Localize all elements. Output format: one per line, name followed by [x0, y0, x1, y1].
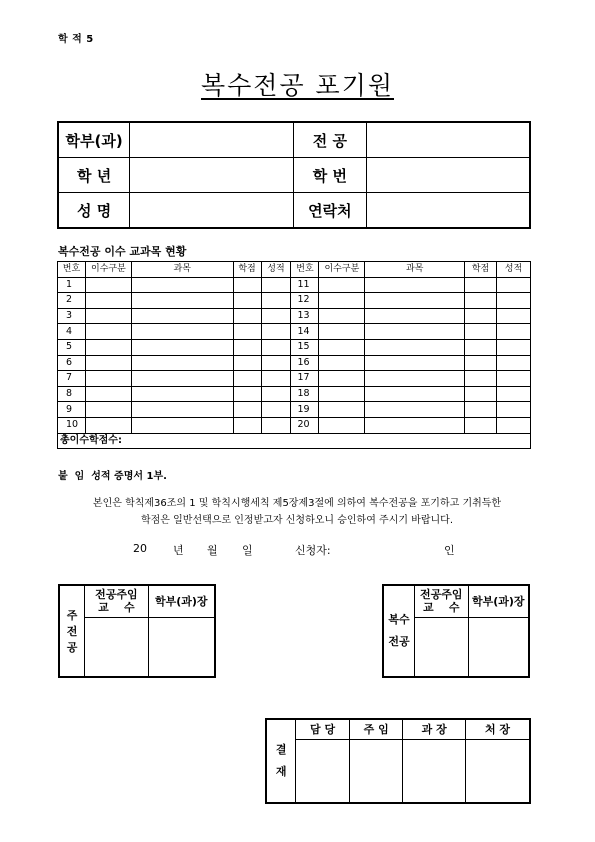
course-credit-cell[interactable]: [233, 339, 261, 355]
course-header-row: [58, 262, 531, 278]
course-grade-cell[interactable]: [496, 355, 530, 371]
course-credit-cell[interactable]: [465, 417, 497, 433]
course-number-right: 20: [291, 417, 319, 433]
course-row: [58, 355, 531, 371]
approval-header-staff: 담 당: [296, 719, 350, 739]
course-type-cell[interactable]: [319, 293, 365, 309]
date-year: 년: [173, 544, 184, 557]
course-row: [58, 386, 531, 402]
course-table: [57, 261, 531, 449]
course-number-left: 10: [58, 417, 86, 433]
course-credit-cell[interactable]: [465, 308, 497, 324]
header-course: 과목: [365, 262, 465, 278]
statement-line-1: 본인은 학칙제36조의 1 및 학칙시행세칙 제5장제3절에 의하여 복수전공을 포기하고 기취득한: [92, 498, 502, 509]
course-name-cell[interactable]: [131, 417, 233, 433]
advisor-header: [414, 585, 468, 617]
course-type-cell[interactable]: [85, 355, 131, 371]
course-type-cell[interactable]: [85, 277, 131, 293]
double-major-label: [383, 585, 414, 677]
course-grade-cell[interactable]: [496, 308, 530, 324]
course-number-left: 8: [58, 386, 86, 402]
info-row-1: [58, 122, 530, 158]
course-grade-cell[interactable]: [496, 386, 530, 402]
course-grade-cell[interactable]: [261, 386, 291, 402]
course-number-left: 7: [58, 371, 86, 387]
course-credit-cell[interactable]: [465, 371, 497, 387]
approval-cell-staff[interactable]: [296, 739, 350, 803]
course-number-left: 9: [58, 402, 86, 418]
course-credit-cell[interactable]: [465, 277, 497, 293]
course-grade-cell[interactable]: [496, 277, 530, 293]
course-row: [58, 293, 531, 309]
advisor-sign-cell[interactable]: [85, 617, 148, 677]
course-number-left: 3: [58, 308, 86, 324]
contact-field[interactable]: [367, 193, 530, 229]
course-grade-cell[interactable]: [261, 417, 291, 433]
course-name-cell[interactable]: [131, 324, 233, 340]
student-info-table: [57, 121, 531, 229]
course-credit-cell[interactable]: [233, 277, 261, 293]
approval-cell-section[interactable]: [403, 739, 466, 803]
course-row: [58, 308, 531, 324]
form-id: 학 적 5: [58, 34, 94, 45]
course-number-right: 16: [291, 355, 319, 371]
course-type-cell[interactable]: [319, 339, 365, 355]
student-no-field[interactable]: [367, 158, 530, 193]
course-credit-cell[interactable]: [233, 386, 261, 402]
course-row: [58, 417, 531, 433]
year-label: 학 년: [58, 158, 130, 193]
title-text: 복수전공 포기원: [201, 71, 394, 100]
course-name-cell[interactable]: [365, 308, 465, 324]
course-row: [58, 324, 531, 340]
header-number: 번호: [58, 262, 86, 278]
course-row: [58, 402, 531, 418]
dept-head-header: 학부(과)장: [148, 585, 215, 617]
course-type-cell[interactable]: [319, 355, 365, 371]
approval-cell-chief[interactable]: [349, 739, 403, 803]
course-number-right: 12: [291, 293, 319, 309]
course-name-cell[interactable]: [365, 386, 465, 402]
course-number-left: 6: [58, 355, 86, 371]
course-name-cell[interactable]: [131, 339, 233, 355]
course-name-cell[interactable]: [131, 293, 233, 309]
course-credit-cell[interactable]: [233, 371, 261, 387]
header-credit: 학점: [465, 262, 497, 278]
course-type-cell[interactable]: [85, 293, 131, 309]
department-field[interactable]: [130, 122, 293, 158]
course-number-left: 2: [58, 293, 86, 309]
course-type-cell[interactable]: [85, 308, 131, 324]
course-type-cell[interactable]: [319, 371, 365, 387]
date-day: 일: [242, 544, 253, 557]
course-grade-cell[interactable]: [261, 371, 291, 387]
dept-head-header: 학부(과)장: [468, 585, 529, 617]
primary-major-sign-box: [58, 584, 216, 678]
course-credit-cell[interactable]: [465, 402, 497, 418]
course-grade-cell[interactable]: [496, 293, 530, 309]
course-name-cell[interactable]: [131, 355, 233, 371]
student-no-label: 학 번: [293, 158, 367, 193]
course-name-cell[interactable]: [131, 402, 233, 418]
course-type-cell[interactable]: [319, 417, 365, 433]
course-credit-cell[interactable]: [233, 402, 261, 418]
primary-major-label-2: 전: [66, 625, 78, 638]
double-major-sign-box: [382, 584, 530, 678]
course-section-title: 복수전공 이수 교과목 현황: [58, 245, 187, 258]
approval-box: [265, 718, 531, 804]
course-credit-cell[interactable]: [233, 417, 261, 433]
course-grade-cell[interactable]: [496, 324, 530, 340]
header-grade: 성적: [496, 262, 530, 278]
course-type-cell[interactable]: [85, 386, 131, 402]
dept-head-sign-cell[interactable]: [468, 617, 529, 677]
applicant-label: 신청자:: [295, 544, 331, 557]
course-name-cell[interactable]: [131, 277, 233, 293]
course-grade-cell[interactable]: [496, 402, 530, 418]
course-name-cell[interactable]: [365, 339, 465, 355]
total-credits-label: 총이수학점수:: [58, 433, 531, 449]
date-month: 월: [207, 544, 218, 557]
attachment-note: 붙 임 성적 증명서 1부.: [58, 471, 167, 482]
primary-major-label-1: 주: [66, 609, 78, 622]
header-type: 이수구분: [85, 262, 131, 278]
course-grade-cell[interactable]: [261, 324, 291, 340]
course-row: [58, 277, 531, 293]
advisor-header-line1: 전공주임: [95, 588, 138, 602]
course-credit-cell[interactable]: [233, 324, 261, 340]
course-name-cell[interactable]: [365, 355, 465, 371]
course-number-right: 19: [291, 402, 319, 418]
statement-line-2: 학점은 일반선택으로 인정받고자 신청하오니 승인하여 주시기 바랍니다.: [140, 515, 454, 526]
course-number-right: 17: [291, 371, 319, 387]
name-label: 성 명: [58, 193, 130, 229]
course-credit-cell[interactable]: [465, 355, 497, 371]
course-grade-cell[interactable]: [261, 308, 291, 324]
course-number-left: 5: [58, 339, 86, 355]
page-title: [0, 66, 595, 102]
primary-major-label-3: 공: [66, 641, 78, 654]
date-year-prefix: 20: [133, 542, 147, 555]
approval-cell-director[interactable]: [465, 739, 530, 803]
double-major-label-1: 복수: [388, 613, 410, 626]
course-type-cell[interactable]: [85, 324, 131, 340]
advisor-header-line2: 교 수: [422, 601, 460, 615]
course-name-cell[interactable]: [131, 371, 233, 387]
major-label: 전 공: [293, 122, 367, 158]
double-major-label-2: 전공: [388, 635, 410, 648]
course-type-cell[interactable]: [85, 371, 131, 387]
info-row-3: [58, 193, 530, 229]
course-credit-cell[interactable]: [233, 293, 261, 309]
approval-label-1: 결: [275, 743, 287, 756]
department-label: 학부(과): [58, 122, 130, 158]
course-type-cell[interactable]: [319, 402, 365, 418]
course-type-cell[interactable]: [85, 339, 131, 355]
info-row-2: [58, 158, 530, 193]
statement: [57, 495, 537, 529]
course-name-cell[interactable]: [365, 324, 465, 340]
course-grade-cell[interactable]: [496, 339, 530, 355]
course-type-cell[interactable]: [319, 277, 365, 293]
course-credit-cell[interactable]: [465, 293, 497, 309]
primary-major-label: [59, 585, 85, 677]
course-name-cell[interactable]: [365, 402, 465, 418]
approval-header-director: 처 장: [465, 719, 530, 739]
header-number: 번호: [291, 262, 319, 278]
course-type-cell[interactable]: [85, 417, 131, 433]
advisor-sign-cell[interactable]: [414, 617, 468, 677]
course-type-cell[interactable]: [319, 324, 365, 340]
course-name-cell[interactable]: [131, 386, 233, 402]
header-type: 이수구분: [319, 262, 365, 278]
course-type-cell[interactable]: [319, 308, 365, 324]
advisor-header-line2: 교 수: [98, 601, 135, 615]
course-credit-cell[interactable]: [233, 355, 261, 371]
course-name-cell[interactable]: [131, 308, 233, 324]
header-course: 과목: [131, 262, 233, 278]
course-grade-cell[interactable]: [261, 355, 291, 371]
course-grade-cell[interactable]: [261, 402, 291, 418]
approval-header-chief: 주 임: [349, 719, 403, 739]
course-number-right: 11: [291, 277, 319, 293]
course-number-right: 13: [291, 308, 319, 324]
course-type-cell[interactable]: [85, 402, 131, 418]
dept-head-sign-cell[interactable]: [148, 617, 215, 677]
approval-label-2: 재: [275, 765, 287, 778]
course-grade-cell[interactable]: [496, 371, 530, 387]
major-field[interactable]: [367, 122, 530, 158]
course-credit-cell[interactable]: [465, 386, 497, 402]
course-row: [58, 339, 531, 355]
contact-label: 연락처: [293, 193, 367, 229]
course-number-right: 15: [291, 339, 319, 355]
seal-mark: 인: [444, 544, 455, 557]
course-credit-cell[interactable]: [465, 339, 497, 355]
course-name-cell[interactable]: [365, 293, 465, 309]
course-credit-cell[interactable]: [233, 308, 261, 324]
course-grade-cell[interactable]: [261, 293, 291, 309]
year-field[interactable]: [130, 158, 293, 193]
course-number-left: 4: [58, 324, 86, 340]
total-credits-row: [58, 433, 531, 449]
advisor-header-line1: 전공주임: [419, 588, 463, 602]
name-field[interactable]: [130, 193, 293, 229]
course-number-right: 14: [291, 324, 319, 340]
header-grade: 성적: [261, 262, 291, 278]
course-grade-cell[interactable]: [261, 339, 291, 355]
course-number-right: 18: [291, 386, 319, 402]
course-credit-cell[interactable]: [465, 324, 497, 340]
course-name-cell[interactable]: [365, 277, 465, 293]
course-row: [58, 371, 531, 387]
course-name-cell[interactable]: [365, 417, 465, 433]
course-type-cell[interactable]: [319, 386, 365, 402]
approval-header-section: 과 장: [403, 719, 466, 739]
course-grade-cell[interactable]: [496, 417, 530, 433]
course-grade-cell[interactable]: [261, 277, 291, 293]
advisor-header: [85, 585, 148, 617]
approval-label: [266, 719, 296, 803]
course-name-cell[interactable]: [365, 371, 465, 387]
header-credit: 학점: [233, 262, 261, 278]
course-number-left: 1: [58, 277, 86, 293]
